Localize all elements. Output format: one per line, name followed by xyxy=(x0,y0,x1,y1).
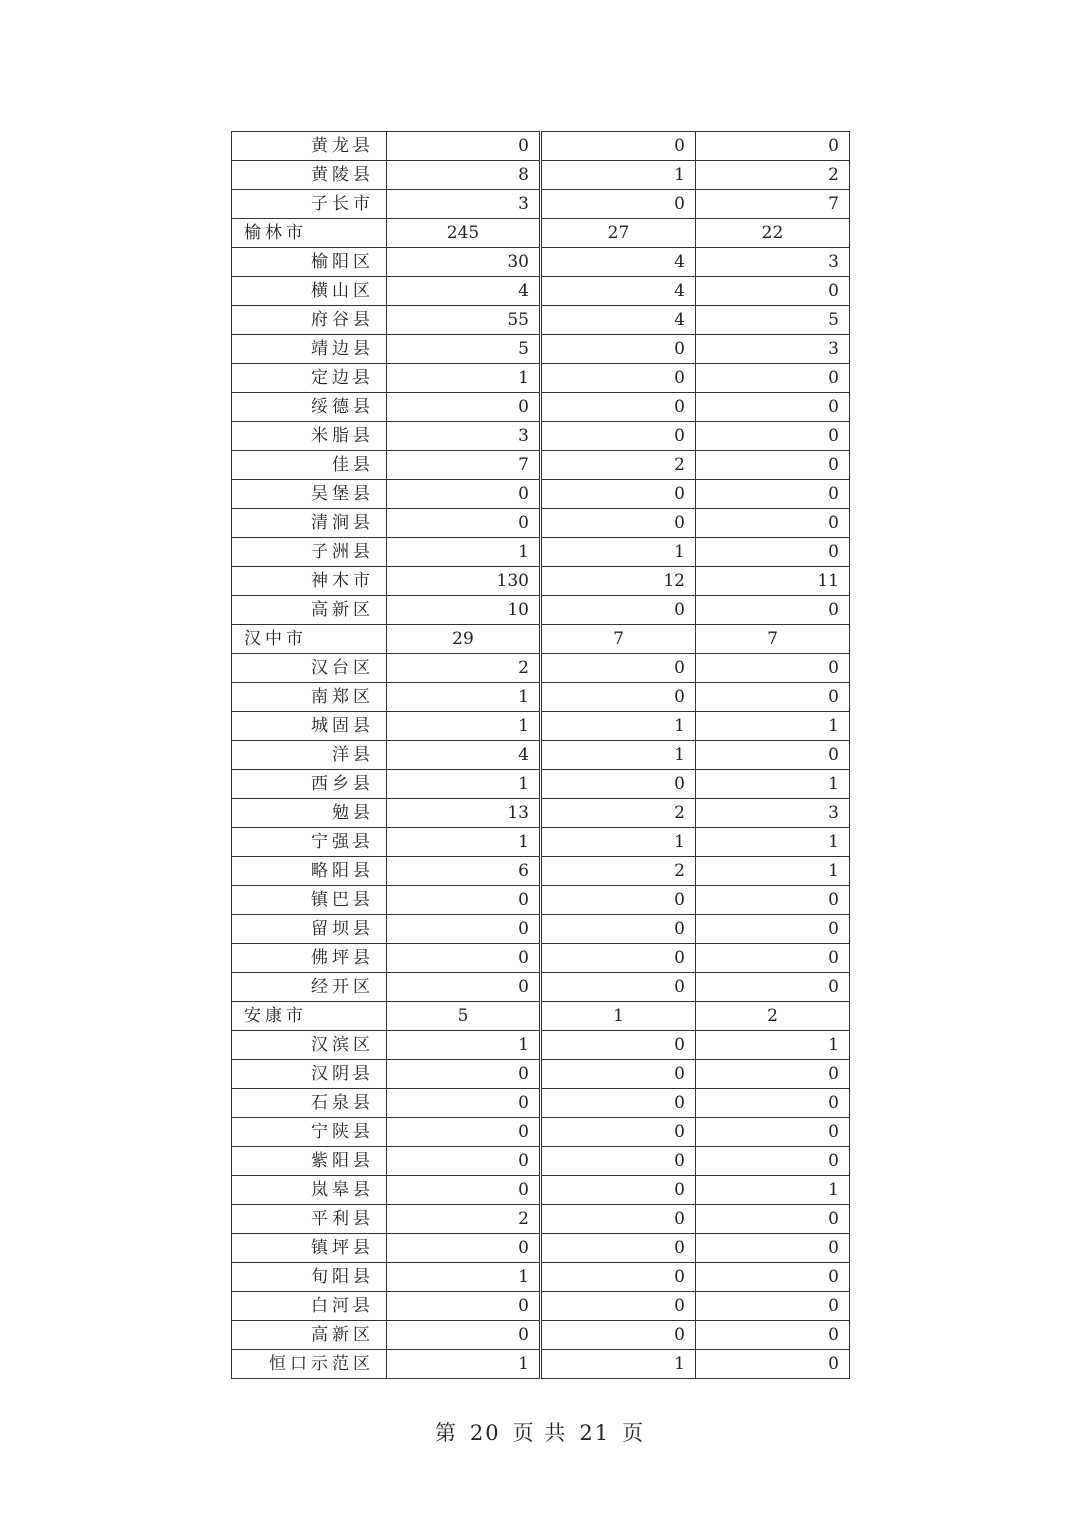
region-name-cell: 石泉县 xyxy=(232,1089,387,1118)
region-name-cell: 南郑区 xyxy=(232,683,387,712)
county-row xyxy=(232,422,850,451)
value-cell-col1: 0 xyxy=(387,1234,541,1263)
footer-total-pages: 21 xyxy=(579,1421,611,1445)
value-cell-col2: 2 xyxy=(541,857,696,886)
value-cell-col1: 245 xyxy=(387,219,541,248)
county-row xyxy=(232,712,850,741)
value-cell-col1: 1 xyxy=(387,538,541,567)
value-cell-col1: 6 xyxy=(387,857,541,886)
county-row xyxy=(232,799,850,828)
value-cell-col3: 0 xyxy=(696,132,850,161)
value-cell-col3: 22 xyxy=(696,219,850,248)
region-name-cell: 黄龙县 xyxy=(232,132,387,161)
value-cell-col1: 0 xyxy=(387,1089,541,1118)
region-name-cell: 汉阴县 xyxy=(232,1060,387,1089)
value-cell-col2: 0 xyxy=(541,1031,696,1060)
county-row xyxy=(232,654,850,683)
county-row xyxy=(232,1031,850,1060)
value-cell-col1: 0 xyxy=(387,1292,541,1321)
value-cell-col2: 0 xyxy=(541,364,696,393)
region-name-cell: 宁强县 xyxy=(232,828,387,857)
region-name-cell: 汉中市 xyxy=(232,625,387,654)
region-name-cell: 洋县 xyxy=(232,741,387,770)
region-name-cell: 神木市 xyxy=(232,567,387,596)
region-name-cell: 米脂县 xyxy=(232,422,387,451)
value-cell-col1: 1 xyxy=(387,683,541,712)
value-cell-col3: 0 xyxy=(696,509,850,538)
value-cell-col2: 0 xyxy=(541,1176,696,1205)
value-cell-col1: 0 xyxy=(387,480,541,509)
county-row xyxy=(232,973,850,1002)
county-row xyxy=(232,1147,850,1176)
value-cell-col1: 1 xyxy=(387,712,541,741)
region-name-cell: 榆阳区 xyxy=(232,248,387,277)
value-cell-col3: 0 xyxy=(696,277,850,306)
county-row xyxy=(232,364,850,393)
region-name-cell: 高新区 xyxy=(232,596,387,625)
value-cell-col3: 3 xyxy=(696,335,850,364)
value-cell-col3: 7 xyxy=(696,625,850,654)
value-cell-col3: 0 xyxy=(696,915,850,944)
value-cell-col1: 3 xyxy=(387,422,541,451)
region-name-cell: 旬阳县 xyxy=(232,1263,387,1292)
value-cell-col3: 0 xyxy=(696,886,850,915)
value-cell-col3: 5 xyxy=(696,306,850,335)
county-row xyxy=(232,509,850,538)
value-cell-col3: 1 xyxy=(696,828,850,857)
region-name-cell: 城固县 xyxy=(232,712,387,741)
value-cell-col1: 29 xyxy=(387,625,541,654)
value-cell-col1: 30 xyxy=(387,248,541,277)
value-cell-col2: 4 xyxy=(541,248,696,277)
value-cell-col2: 0 xyxy=(541,422,696,451)
value-cell-col2: 0 xyxy=(541,1147,696,1176)
region-name-cell: 横山区 xyxy=(232,277,387,306)
value-cell-col3: 3 xyxy=(696,248,850,277)
value-cell-col3: 0 xyxy=(696,422,850,451)
value-cell-col1: 0 xyxy=(387,915,541,944)
county-row xyxy=(232,944,850,973)
value-cell-col2: 27 xyxy=(541,219,696,248)
value-cell-col2: 0 xyxy=(541,1060,696,1089)
city-row xyxy=(232,219,850,248)
value-cell-col1: 4 xyxy=(387,741,541,770)
value-cell-col3: 0 xyxy=(696,480,850,509)
value-cell-col1: 0 xyxy=(387,1321,541,1350)
value-cell-col2: 1 xyxy=(541,828,696,857)
statistics-table-body xyxy=(232,132,850,1379)
value-cell-col3: 0 xyxy=(696,1234,850,1263)
county-row xyxy=(232,277,850,306)
value-cell-col1: 0 xyxy=(387,393,541,422)
county-row xyxy=(232,132,850,161)
region-name-cell: 安康市 xyxy=(232,1002,387,1031)
county-row xyxy=(232,1350,850,1379)
county-row xyxy=(232,886,850,915)
value-cell-col1: 1 xyxy=(387,1263,541,1292)
region-name-cell: 汉滨区 xyxy=(232,1031,387,1060)
value-cell-col1: 5 xyxy=(387,1002,541,1031)
region-name-cell: 镇坪县 xyxy=(232,1234,387,1263)
value-cell-col1: 1 xyxy=(387,828,541,857)
region-name-cell: 榆林市 xyxy=(232,219,387,248)
value-cell-col3: 0 xyxy=(696,1292,850,1321)
value-cell-col2: 0 xyxy=(541,915,696,944)
region-name-cell: 恒口示范区 xyxy=(232,1350,387,1379)
value-cell-col3: 0 xyxy=(696,1147,850,1176)
city-row xyxy=(232,625,850,654)
statistics-table xyxy=(231,131,850,1379)
region-name-cell: 勉县 xyxy=(232,799,387,828)
value-cell-col2: 0 xyxy=(541,596,696,625)
county-row xyxy=(232,161,850,190)
value-cell-col1: 0 xyxy=(387,1176,541,1205)
county-row xyxy=(232,248,850,277)
region-name-cell: 定边县 xyxy=(232,364,387,393)
value-cell-col2: 0 xyxy=(541,886,696,915)
value-cell-col1: 0 xyxy=(387,1147,541,1176)
region-name-cell: 汉台区 xyxy=(232,654,387,683)
county-row xyxy=(232,683,850,712)
region-name-cell: 子洲县 xyxy=(232,538,387,567)
county-row xyxy=(232,596,850,625)
county-row xyxy=(232,1089,850,1118)
value-cell-col3: 0 xyxy=(696,1350,850,1379)
value-cell-col1: 2 xyxy=(387,1205,541,1234)
county-row xyxy=(232,1234,850,1263)
region-name-cell: 宁陕县 xyxy=(232,1118,387,1147)
value-cell-col1: 1 xyxy=(387,364,541,393)
value-cell-col3: 0 xyxy=(696,364,850,393)
value-cell-col3: 7 xyxy=(696,190,850,219)
value-cell-col3: 0 xyxy=(696,538,850,567)
value-cell-col2: 0 xyxy=(541,1089,696,1118)
county-row xyxy=(232,1263,850,1292)
county-row xyxy=(232,480,850,509)
value-cell-col2: 1 xyxy=(541,161,696,190)
value-cell-col3: 0 xyxy=(696,683,850,712)
region-name-cell: 靖边县 xyxy=(232,335,387,364)
value-cell-col3: 11 xyxy=(696,567,850,596)
county-row xyxy=(232,567,850,596)
value-cell-col1: 0 xyxy=(387,886,541,915)
value-cell-col2: 2 xyxy=(541,799,696,828)
value-cell-col2: 0 xyxy=(541,944,696,973)
value-cell-col3: 0 xyxy=(696,596,850,625)
value-cell-col2: 0 xyxy=(541,190,696,219)
value-cell-col1: 0 xyxy=(387,509,541,538)
footer-mid: 页 共 xyxy=(512,1421,568,1445)
county-row xyxy=(232,451,850,480)
value-cell-col2: 0 xyxy=(541,335,696,364)
value-cell-col1: 55 xyxy=(387,306,541,335)
value-cell-col2: 0 xyxy=(541,770,696,799)
value-cell-col2: 4 xyxy=(541,306,696,335)
county-row xyxy=(232,915,850,944)
county-row xyxy=(232,770,850,799)
region-name-cell: 岚皋县 xyxy=(232,1176,387,1205)
value-cell-col1: 2 xyxy=(387,654,541,683)
county-row xyxy=(232,190,850,219)
region-name-cell: 经开区 xyxy=(232,973,387,1002)
value-cell-col2: 0 xyxy=(541,132,696,161)
value-cell-col3: 2 xyxy=(696,161,850,190)
region-name-cell: 紫阳县 xyxy=(232,1147,387,1176)
county-row xyxy=(232,538,850,567)
value-cell-col1: 1 xyxy=(387,770,541,799)
value-cell-col2: 4 xyxy=(541,277,696,306)
value-cell-col3: 0 xyxy=(696,973,850,1002)
region-name-cell: 镇巴县 xyxy=(232,886,387,915)
value-cell-col1: 1 xyxy=(387,1031,541,1060)
value-cell-col1: 5 xyxy=(387,335,541,364)
value-cell-col3: 1 xyxy=(696,1031,850,1060)
value-cell-col2: 0 xyxy=(541,393,696,422)
region-name-cell: 佳县 xyxy=(232,451,387,480)
value-cell-col3: 1 xyxy=(696,1176,850,1205)
value-cell-col3: 1 xyxy=(696,712,850,741)
value-cell-col1: 8 xyxy=(387,161,541,190)
value-cell-col2: 0 xyxy=(541,973,696,1002)
value-cell-col3: 0 xyxy=(696,944,850,973)
value-cell-col3: 3 xyxy=(696,799,850,828)
region-name-cell: 府谷县 xyxy=(232,306,387,335)
county-row xyxy=(232,1176,850,1205)
county-row xyxy=(232,306,850,335)
county-row xyxy=(232,828,850,857)
value-cell-col1: 130 xyxy=(387,567,541,596)
value-cell-col1: 0 xyxy=(387,944,541,973)
value-cell-col1: 0 xyxy=(387,973,541,1002)
value-cell-col3: 0 xyxy=(696,451,850,480)
value-cell-col2: 0 xyxy=(541,1234,696,1263)
value-cell-col3: 0 xyxy=(696,1263,850,1292)
value-cell-col1: 0 xyxy=(387,1118,541,1147)
value-cell-col2: 0 xyxy=(541,1292,696,1321)
value-cell-col2: 0 xyxy=(541,654,696,683)
value-cell-col2: 12 xyxy=(541,567,696,596)
value-cell-col1: 0 xyxy=(387,132,541,161)
county-row xyxy=(232,1292,850,1321)
region-name-cell: 子长市 xyxy=(232,190,387,219)
region-name-cell: 绥德县 xyxy=(232,393,387,422)
county-row xyxy=(232,1205,850,1234)
value-cell-col1: 7 xyxy=(387,451,541,480)
value-cell-col2: 0 xyxy=(541,1321,696,1350)
value-cell-col2: 1 xyxy=(541,712,696,741)
value-cell-col1: 13 xyxy=(387,799,541,828)
value-cell-col2: 0 xyxy=(541,480,696,509)
value-cell-col2: 0 xyxy=(541,683,696,712)
county-row xyxy=(232,393,850,422)
county-row xyxy=(232,1321,850,1350)
region-name-cell: 略阳县 xyxy=(232,857,387,886)
value-cell-col2: 0 xyxy=(541,509,696,538)
value-cell-col1: 4 xyxy=(387,277,541,306)
county-row xyxy=(232,1060,850,1089)
value-cell-col3: 0 xyxy=(696,741,850,770)
value-cell-col2: 0 xyxy=(541,1205,696,1234)
footer-prefix: 第 xyxy=(434,1421,458,1445)
region-name-cell: 吴堡县 xyxy=(232,480,387,509)
value-cell-col2: 1 xyxy=(541,538,696,567)
county-row xyxy=(232,1118,850,1147)
value-cell-col1: 0 xyxy=(387,1060,541,1089)
value-cell-col2: 7 xyxy=(541,625,696,654)
value-cell-col1: 1 xyxy=(387,1350,541,1379)
region-name-cell: 西乡县 xyxy=(232,770,387,799)
value-cell-col3: 0 xyxy=(696,1089,850,1118)
region-name-cell: 高新区 xyxy=(232,1321,387,1350)
footer-suffix: 页 xyxy=(622,1421,646,1445)
value-cell-col3: 0 xyxy=(696,393,850,422)
region-name-cell: 白河县 xyxy=(232,1292,387,1321)
value-cell-col2: 1 xyxy=(541,1350,696,1379)
value-cell-col2: 2 xyxy=(541,451,696,480)
region-name-cell: 留坝县 xyxy=(232,915,387,944)
county-row xyxy=(232,857,850,886)
region-name-cell: 佛坪县 xyxy=(232,944,387,973)
county-row xyxy=(232,335,850,364)
value-cell-col3: 0 xyxy=(696,1321,850,1350)
value-cell-col3: 0 xyxy=(696,654,850,683)
value-cell-col1: 10 xyxy=(387,596,541,625)
value-cell-col2: 0 xyxy=(541,1118,696,1147)
page-footer xyxy=(0,1417,1080,1447)
value-cell-col3: 0 xyxy=(696,1060,850,1089)
value-cell-col3: 0 xyxy=(696,1205,850,1234)
value-cell-col1: 3 xyxy=(387,190,541,219)
region-name-cell: 黄陵县 xyxy=(232,161,387,190)
city-row xyxy=(232,1002,850,1031)
region-name-cell: 清涧县 xyxy=(232,509,387,538)
region-name-cell: 平利县 xyxy=(232,1205,387,1234)
value-cell-col3: 0 xyxy=(696,1118,850,1147)
footer-page-number: 20 xyxy=(469,1421,501,1445)
value-cell-col3: 2 xyxy=(696,1002,850,1031)
value-cell-col2: 1 xyxy=(541,741,696,770)
value-cell-col2: 0 xyxy=(541,1263,696,1292)
value-cell-col2: 1 xyxy=(541,1002,696,1031)
value-cell-col3: 1 xyxy=(696,857,850,886)
county-row xyxy=(232,741,850,770)
value-cell-col3: 1 xyxy=(696,770,850,799)
